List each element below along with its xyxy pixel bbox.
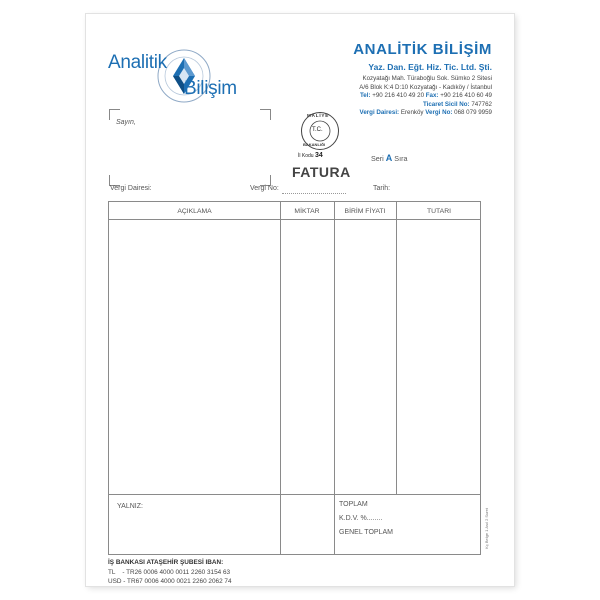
header-aciklama: AÇIKLAMA <box>177 208 212 215</box>
header-miktar: MİKTAR <box>294 208 320 215</box>
ministry-stamp <box>298 111 342 171</box>
company-name: ANALİTİK BİLİŞİM <box>353 41 492 58</box>
field-tarih: Tarih: <box>373 185 391 192</box>
field-vergi-dairesi: Vergi Dairesi: <box>110 185 152 192</box>
tel-value: +90 216 410 49 20 <box>370 92 426 100</box>
trade-registry-label: Ticaret Sicil No: <box>422 100 470 108</box>
bank-title: İŞ BANKASI ATAŞEHİR ŞUBESİ IBAN: <box>108 559 224 566</box>
company-logo <box>108 40 248 112</box>
stamp-bottom-text: BAKANLIĞI <box>303 142 326 147</box>
header-divider <box>109 219 480 220</box>
document-title: FATURA <box>292 164 351 180</box>
serial-seri-label: Seri <box>371 154 384 163</box>
tax-number-value: 068 079 9959 <box>452 109 492 117</box>
invoice-table <box>108 201 481 555</box>
yaliniz-label: YALNIZ: <box>117 503 143 510</box>
header-tutari: TUTARI <box>426 208 452 215</box>
company-subtitle: Yaz. Dan. Eğt. Hiz. Tic. Ltd. Şti. <box>368 62 492 72</box>
toplam-label: TOPLAM <box>339 501 368 508</box>
col-divider-1 <box>280 202 281 554</box>
stamp-center-text: T.C. <box>312 127 323 133</box>
tax-office-value: Erenköy <box>399 109 426 117</box>
vergi-no-underline <box>282 193 346 194</box>
tax-number-label: Vergi No: <box>425 109 453 117</box>
footer-divider <box>109 494 480 495</box>
trade-registry-value: 747762 <box>469 100 492 108</box>
fax-label: Fax: <box>425 92 439 100</box>
trade-registry-line <box>272 101 492 110</box>
logo-word-bilisim: Bilişim <box>184 78 237 99</box>
kdv-label: K.D.V. %........ <box>339 515 383 522</box>
genel-toplam-label: GENEL TOPLAM <box>339 529 393 536</box>
invoice-sheet <box>86 14 514 586</box>
serial-line <box>371 153 407 163</box>
stamp-top-text: MALİYE <box>307 113 330 118</box>
field-vergi-no: Vergi No: <box>250 185 279 192</box>
logo-word-analitik: Analitik <box>108 52 167 73</box>
phone-fax-line <box>272 92 492 101</box>
stamp-il-kodu-value: 34 <box>314 152 323 159</box>
tax-office-label: Vergi Dairesi: <box>359 109 400 117</box>
bank-tl-iban: TL - TR26 0006 4000 0011 2260 3154 63 <box>108 569 231 576</box>
recipient-corner-tr <box>260 109 271 120</box>
side-note: Kç Belge 1 Asıl 2 Suret <box>484 508 489 549</box>
serial-seri-value: A <box>385 153 393 163</box>
serial-sira-label: Sıra <box>394 154 408 163</box>
address-line-1: Kozyatağı Mah. Türaboğlu Sok. Sümko 2 Sitesi <box>362 75 492 82</box>
col-divider-2 <box>334 202 335 554</box>
col-divider-3 <box>396 202 397 494</box>
fax-value: +90 216 410 60 49 <box>438 92 492 100</box>
stamp-il-kodu-label: İl Kodu <box>298 153 314 159</box>
stamp-il-kodu <box>298 152 323 159</box>
address-line-2: A/6 Blok K:4 D:10 Kozyatağı - Kadıköy / İstanbul <box>359 83 492 91</box>
bank-usd-iban: USD - TR67 0006 4000 0021 2260 2062 74 <box>108 578 232 585</box>
tel-label: Tel: <box>359 92 371 100</box>
recipient-salutation: Sayın, <box>116 119 136 126</box>
header-birim-fiyati: BİRİM FİYATI <box>344 208 386 215</box>
